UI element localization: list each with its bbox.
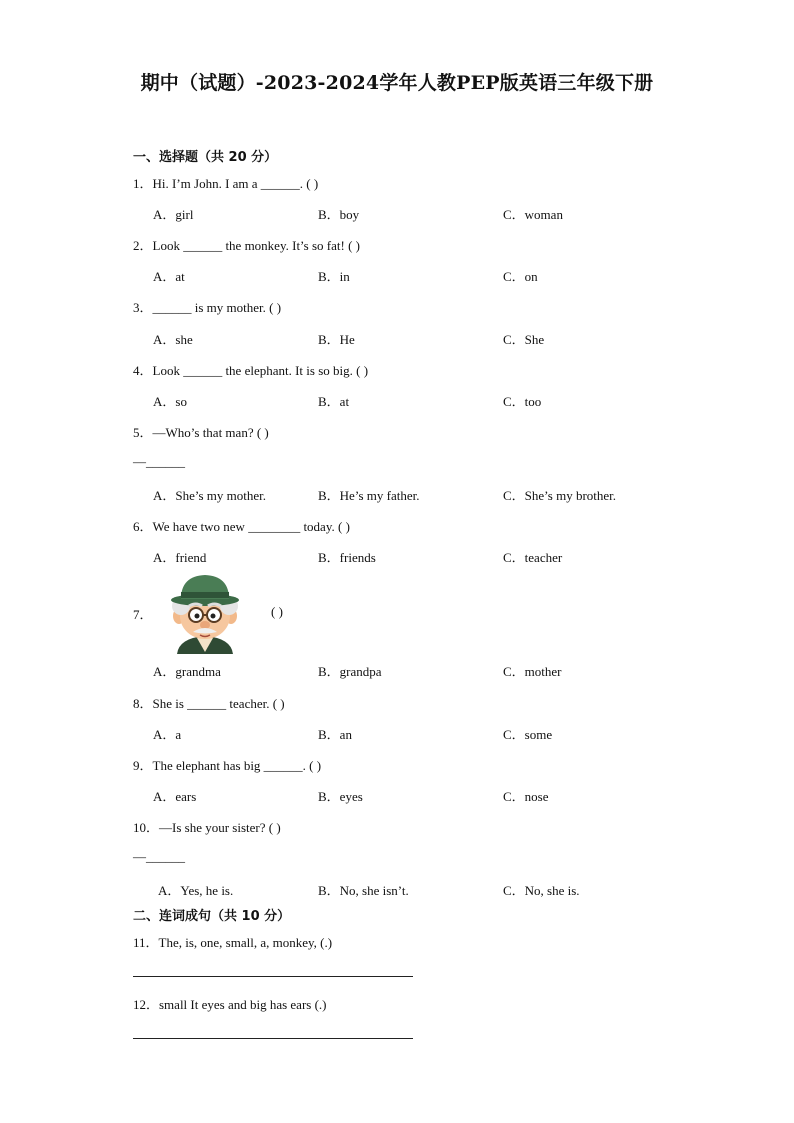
page-title: 期中（试题）-2023-2024学年人教PEP版英语三年级下册 [140, 72, 654, 94]
question-11-answer-line[interactable] [133, 976, 413, 977]
question-8-option-a: A．a [153, 727, 182, 742]
question-1-option-c: C．woman [503, 207, 563, 222]
question-4-stem: 4．Look ______ the elephant. It is so big. ( ) [133, 363, 369, 378]
question-5-option-b: B．He’s my father. [318, 488, 420, 503]
question-7-stem: 7． [133, 607, 153, 622]
question-10-answer-line: —______ [133, 849, 185, 864]
question-2-stem: 2．Look ______ the monkey. It’s so fat! ( ) [133, 238, 360, 253]
question-7-option-a: A．grandma [153, 664, 221, 679]
question-8-stem: 8．She is ______ teacher. ( ) [133, 696, 285, 711]
question-10-stem: 10．—Is she your sister? ( ) [133, 820, 281, 835]
question-9-option-c: C．nose [503, 789, 549, 804]
question-12-stem: 12．small It eyes and big has ears (.) [133, 997, 327, 1012]
question-1-option-b: B．boy [318, 207, 360, 222]
question-3-option-c: C．She [503, 332, 545, 347]
question-5-stem: 5．—Who’s that man? ( ) [133, 425, 269, 440]
question-10-option-a: A．Yes, he is. [158, 883, 234, 898]
question-7-option-c: C．mother [503, 664, 562, 679]
question-9-stem: 9．The elephant has big ______. ( ) [133, 758, 322, 773]
question-2-option-a: A．at [153, 269, 185, 284]
question-3-option-b: B．He [318, 332, 355, 347]
question-4-option-c: C．too [503, 394, 542, 409]
section-heading-reorder: 二、连词成句（共 10 分） [133, 909, 291, 924]
question-6-option-b: B．friends [318, 550, 376, 565]
grandpa-cartoon-image [167, 572, 243, 654]
question-6-stem: 6．We have two new ________ today. ( ) [133, 519, 350, 534]
question-2-option-c: C．on [503, 269, 538, 284]
question-3-option-a: A．she [153, 332, 193, 347]
question-12-answer-line[interactable] [133, 1038, 413, 1039]
question-4-option-b: B．at [318, 394, 350, 409]
question-9-option-b: B．eyes [318, 789, 363, 804]
question-10-option-c: C．No, she is. [503, 883, 580, 898]
question-7-paren: ( ) [271, 604, 283, 619]
question-9-option-a: A．ears [153, 789, 197, 804]
question-5-option-a: A．She’s my mother. [153, 488, 267, 503]
question-3-stem: 3．______ is my mother. ( ) [133, 300, 282, 315]
question-8-option-b: B．an [318, 727, 352, 742]
question-8-option-c: C．some [503, 727, 553, 742]
question-11-stem: 11．The, is, one, small, a, monkey, (.) [133, 935, 333, 950]
question-6-option-a: A．friend [153, 550, 207, 565]
question-5-option-c: C．She’s my brother. [503, 488, 617, 503]
question-2-option-b: B．in [318, 269, 350, 284]
question-7-option-b: B．grandpa [318, 664, 382, 679]
question-1-option-a: A．girl [153, 207, 194, 222]
question-1-stem: 1．Hi. I’m John. I am a ______. ( ) [133, 176, 319, 191]
question-4-option-a: A．so [153, 394, 187, 409]
section-heading-choice: 一、选择题（共 20 分） [133, 150, 278, 165]
question-10-option-b: B．No, she isn’t. [318, 883, 409, 898]
question-6-option-c: C．teacher [503, 550, 563, 565]
question-5-answer-line: —______ [133, 454, 185, 469]
